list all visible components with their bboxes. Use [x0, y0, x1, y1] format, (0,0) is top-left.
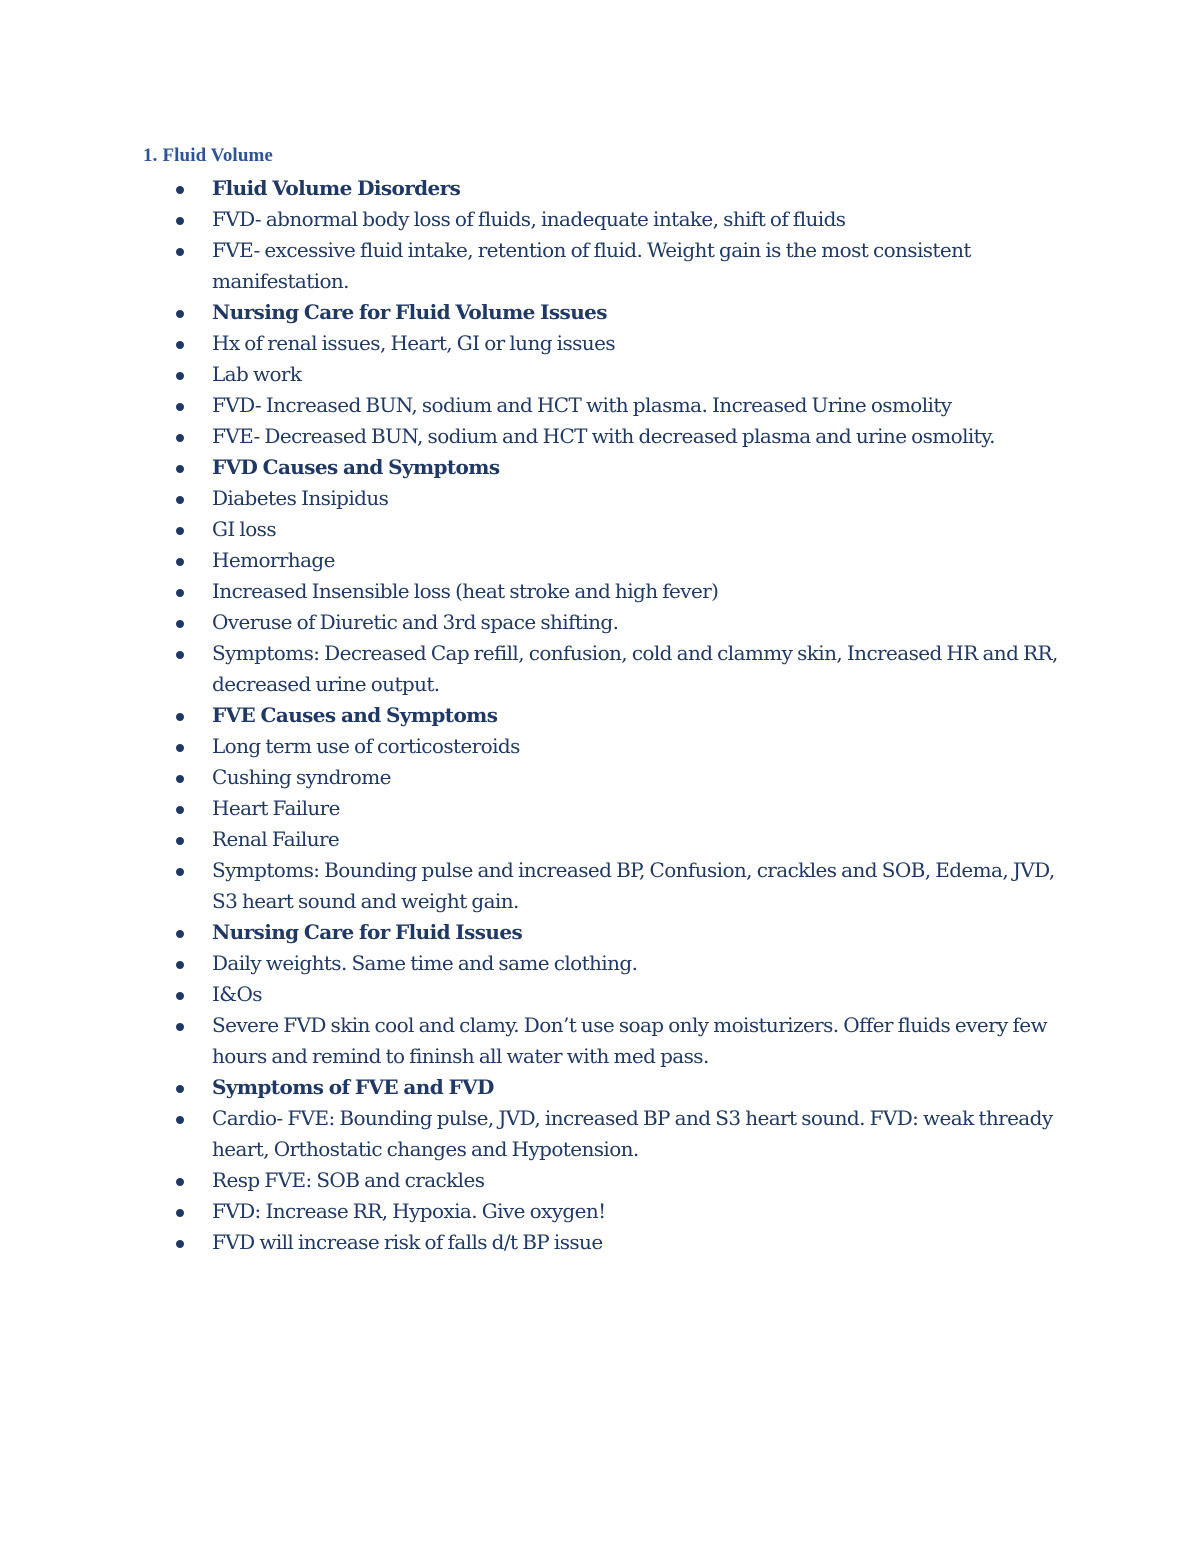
- list-item: [175, 390, 1075, 421]
- list-item-text: GI loss: [212, 517, 276, 541]
- list-item-text: Daily weights. Same time and same clothing.: [212, 951, 638, 975]
- list-item-text: Renal Failure: [212, 827, 340, 851]
- list-item: [175, 514, 1075, 545]
- list-item: [175, 545, 1075, 576]
- bullet-icon: [176, 558, 184, 566]
- bullet-icon: [176, 465, 184, 473]
- bullet-icon: [176, 1178, 184, 1186]
- bullet-icon: [176, 527, 184, 535]
- bullet-icon: [176, 217, 184, 225]
- list-item-text: Heart Failure: [212, 796, 340, 820]
- bullet-icon: [176, 775, 184, 783]
- list-item-text: FVD will increase risk of falls d/t BP issue: [212, 1230, 603, 1254]
- list-item: [175, 793, 1075, 824]
- list-item: [175, 638, 1075, 700]
- list-item-text: FVE- Decreased BUN, sodium and HCT with decreased plasma and urine osmolity.: [212, 424, 995, 448]
- list-item: [175, 297, 1075, 328]
- bullet-icon: [176, 1085, 184, 1093]
- list-item-text: Overuse of Diuretic and 3rd space shifting.: [212, 610, 619, 634]
- list-item: [175, 1010, 1075, 1072]
- list-item: [175, 731, 1075, 762]
- list-item-text: FVD- abnormal body loss of fluids, inadequate intake, shift of fluids: [212, 207, 846, 231]
- subheading-text: Symptoms of FVE and FVD: [212, 1075, 494, 1099]
- bullet-icon: [176, 930, 184, 938]
- bullet-icon: [176, 310, 184, 318]
- list-item-text: Severe FVD skin cool and clamy. Don’t use soap only moisturizers. Offer fluids every few hours and remind to fininsh all water with med pass.: [212, 1013, 1048, 1068]
- list-item: [175, 359, 1075, 390]
- bullet-icon: [176, 372, 184, 380]
- bullet-icon: [176, 620, 184, 628]
- list-item-text: Symptoms: Bounding pulse and increased BP, Confusion, crackles and SOB, Edema, JVD, S3 heart sound and weight gain.: [212, 858, 1055, 913]
- bullet-icon: [176, 837, 184, 845]
- list-item: [175, 917, 1075, 948]
- list-item: [175, 452, 1075, 483]
- subheading-text: Nursing Care for Fluid Issues: [212, 920, 523, 944]
- list-item: [175, 855, 1075, 917]
- bullet-icon: [176, 713, 184, 721]
- list-item-text: Long term use of corticosteroids: [212, 734, 520, 758]
- bullet-list: [175, 173, 1075, 1258]
- bullet-icon: [176, 651, 184, 659]
- bullet-icon: [176, 961, 184, 969]
- list-item-text: Symptoms: Decreased Cap refill, confusion, cold and clammy skin, Increased HR and RR, decreased urine output.: [212, 641, 1058, 696]
- list-item: [175, 1196, 1075, 1227]
- list-item: [175, 1103, 1075, 1165]
- list-item: [175, 576, 1075, 607]
- bullet-icon: [176, 248, 184, 256]
- bullet-icon: [176, 806, 184, 814]
- list-item: [175, 762, 1075, 793]
- list-item-text: FVD: Increase RR, Hypoxia. Give oxygen!: [212, 1199, 606, 1223]
- list-item-text: Lab work: [212, 362, 302, 386]
- list-item: [175, 1227, 1075, 1258]
- list-item-text: Hx of renal issues, Heart, GI or lung issues: [212, 331, 615, 355]
- list-item: [175, 700, 1075, 731]
- section-number: 1.: [143, 145, 158, 166]
- list-item: [175, 235, 1075, 297]
- list-item: [175, 483, 1075, 514]
- list-item-text: Diabetes Insipidus: [212, 486, 389, 510]
- bullet-icon: [176, 403, 184, 411]
- list-item-text: FVE- excessive fluid intake, retention of fluid. Weight gain is the most consistent manifestation.: [212, 238, 971, 293]
- bullet-icon: [176, 992, 184, 1000]
- bullet-icon: [176, 589, 184, 597]
- bullet-icon: [176, 1240, 184, 1248]
- list-item-text: FVD- Increased BUN, sodium and HCT with plasma. Increased Urine osmolity: [212, 393, 952, 417]
- bullet-icon: [176, 434, 184, 442]
- list-item-text: Hemorrhage: [212, 548, 335, 572]
- bullet-icon: [176, 1116, 184, 1124]
- list-item-text: Resp FVE: SOB and crackles: [212, 1168, 485, 1192]
- bullet-icon: [176, 1209, 184, 1217]
- section-heading: [143, 145, 273, 167]
- list-item: [175, 1072, 1075, 1103]
- subheading-text: FVE Causes and Symptoms: [212, 703, 498, 727]
- list-item: [175, 824, 1075, 855]
- list-item: [175, 607, 1075, 638]
- list-item: [175, 979, 1075, 1010]
- bullet-icon: [176, 496, 184, 504]
- list-item-text: Increased Insensible loss (heat stroke and high fever): [212, 579, 719, 603]
- bullet-icon: [176, 1023, 184, 1031]
- subheading-text: FVD Causes and Symptoms: [212, 455, 500, 479]
- list-item: [175, 173, 1075, 204]
- list-item: [175, 1165, 1075, 1196]
- bullet-icon: [176, 868, 184, 876]
- section-title: Fluid Volume: [162, 145, 273, 166]
- list-item: [175, 204, 1075, 235]
- bullet-icon: [176, 744, 184, 752]
- list-item: [175, 328, 1075, 359]
- bullet-icon: [176, 341, 184, 349]
- subheading-text: Nursing Care for Fluid Volume Issues: [212, 300, 607, 324]
- list-item: [175, 948, 1075, 979]
- list-item-text: I&Os: [212, 982, 262, 1006]
- list-item-text: Cardio- FVE: Bounding pulse, JVD, increased BP and S3 heart sound. FVD: weak thready heart, Orthostatic changes and Hypotension.: [212, 1106, 1053, 1161]
- list-item: [175, 421, 1075, 452]
- list-item-text: Cushing syndrome: [212, 765, 391, 789]
- subheading-text: Fluid Volume Disorders: [212, 176, 461, 200]
- bullet-icon: [176, 186, 184, 194]
